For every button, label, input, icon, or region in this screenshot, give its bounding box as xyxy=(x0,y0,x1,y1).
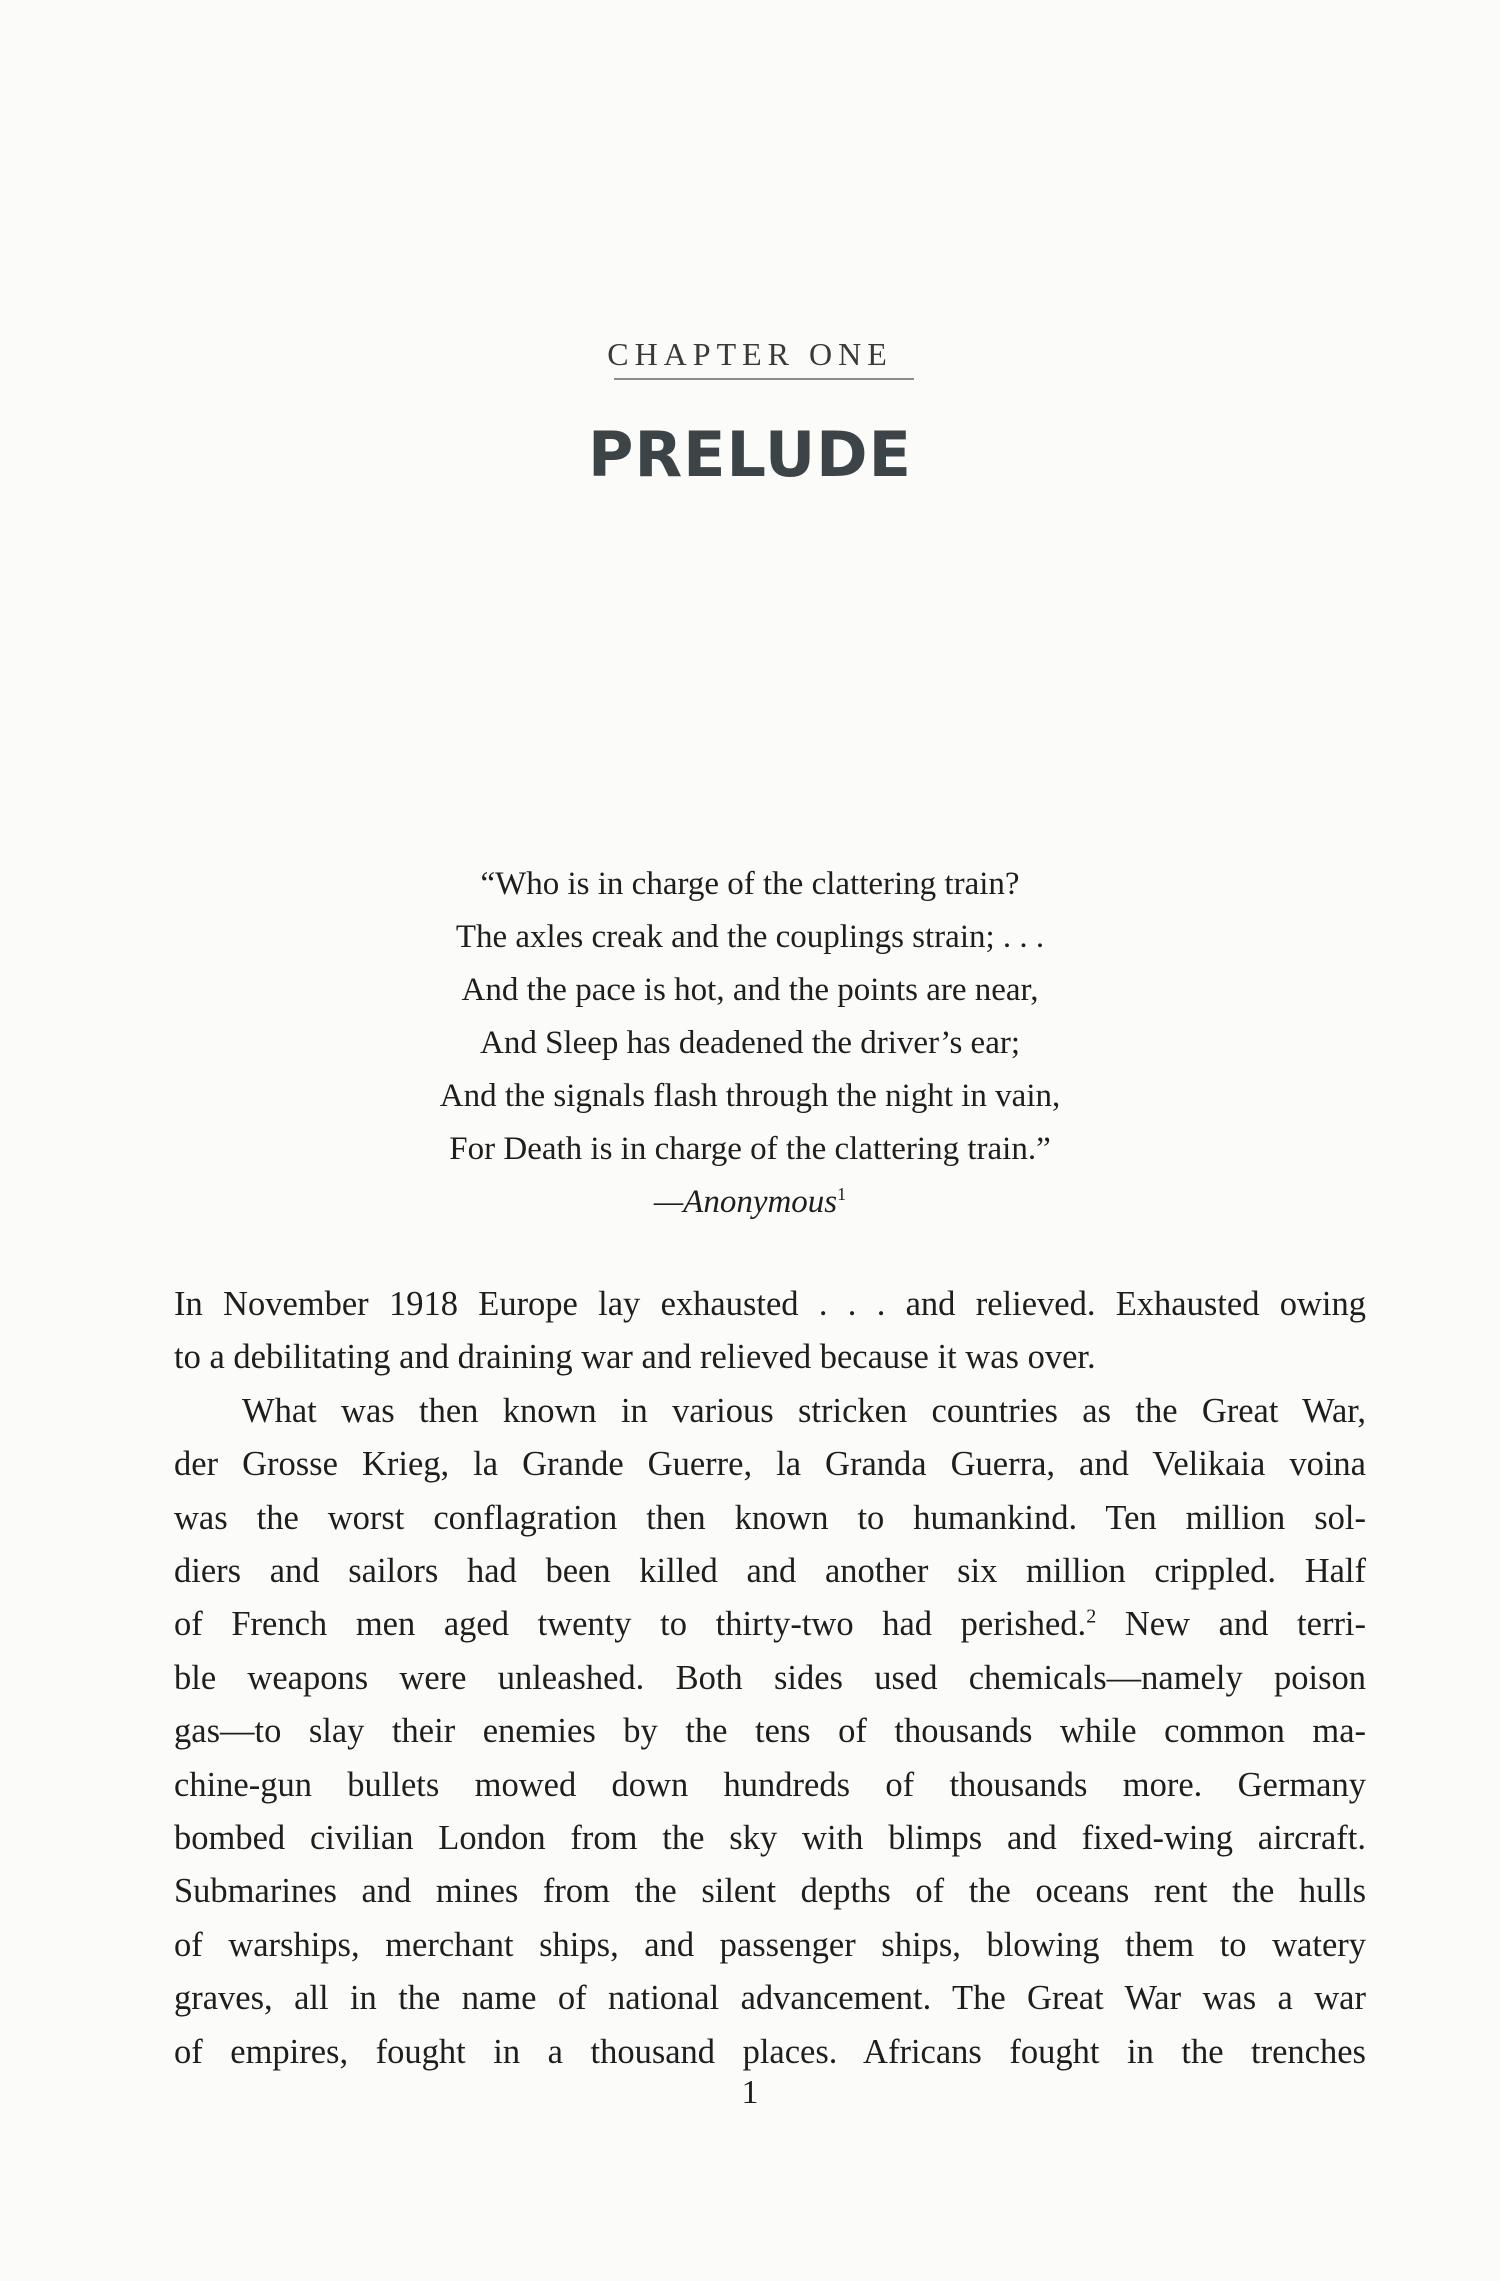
text-line: In November 1918 Europe lay exhausted . . . and relieved. Exhausted owing xyxy=(174,1285,1366,1323)
text-line: chine-gun bullets mowed down hundreds of thousands more. Germany xyxy=(174,1765,1366,1804)
paragraph xyxy=(174,1278,1366,1385)
page-number: 1 xyxy=(741,2074,759,2111)
text-segment: of French men aged twenty to thirty-two had perished. xyxy=(174,1605,1087,1644)
text-line: to a debilitating and draining war and relieved because it was over. xyxy=(174,1338,1096,1377)
text-line: was the worst conflagration then known to humankind. Ten million sol- xyxy=(174,1498,1366,1537)
text-line: bombed civilian London from the sky with blimps and fixed-wing aircraft. xyxy=(174,1819,1366,1858)
text-line: Submarines and mines from the silent depths of the oceans rent the hulls xyxy=(174,1872,1366,1911)
epigraph-line: And Sleep has deadened the driver’s ear; xyxy=(479,1025,1021,1061)
chapter-rule xyxy=(614,378,914,380)
text-line: ble weapons were unleashed. Both sides used chemicals—namely poison xyxy=(174,1658,1366,1697)
text-line: gas—to slay their enemies by the tens of thousands while common ma- xyxy=(174,1712,1366,1751)
chapter-title: PRELUDE xyxy=(588,418,912,491)
epigraph xyxy=(0,858,1500,1229)
attribution-text: —Anonymous xyxy=(653,1184,838,1220)
text-line: graves, all in the name of national advancement. The Great War was a war xyxy=(174,1979,1366,2018)
paragraph xyxy=(174,1385,1366,2079)
footnote-marker: 1 xyxy=(837,1184,847,1204)
text-line: What was then known in various stricken countries as the Great War, xyxy=(242,1391,1366,1430)
body-text xyxy=(174,1278,1366,2079)
text-line xyxy=(174,1598,1366,1651)
epigraph-line: “Who is in charge of the clattering train? xyxy=(480,866,1020,902)
epigraph-attribution xyxy=(0,1176,1500,1229)
footnote-marker: 2 xyxy=(1086,1605,1097,1628)
text-line: of warships, merchant ships, and passenger ships, blowing them to watery xyxy=(174,1925,1366,1964)
text-line: diers and sailors had been killed and another six million crippled. Half xyxy=(174,1552,1366,1591)
epigraph-line: The axles creak and the couplings strain; . . . xyxy=(455,919,1045,955)
text-line: of empires, fought in a thousand places. Africans fought in the trenches xyxy=(174,2032,1366,2071)
epigraph-line: For Death is in charge of the clattering train.” xyxy=(449,1131,1051,1167)
text-segment: New and terri- xyxy=(1096,1605,1367,1644)
chapter-label: CHAPTER ONE xyxy=(607,336,893,372)
text-line: der Grosse Krieg, la Grande Guerre, la Granda Guerra, and Velikaia voina xyxy=(174,1445,1366,1484)
epigraph-line: And the pace is hot, and the points are near, xyxy=(461,972,1039,1008)
epigraph-line: And the signals flash through the night in vain, xyxy=(439,1078,1061,1114)
